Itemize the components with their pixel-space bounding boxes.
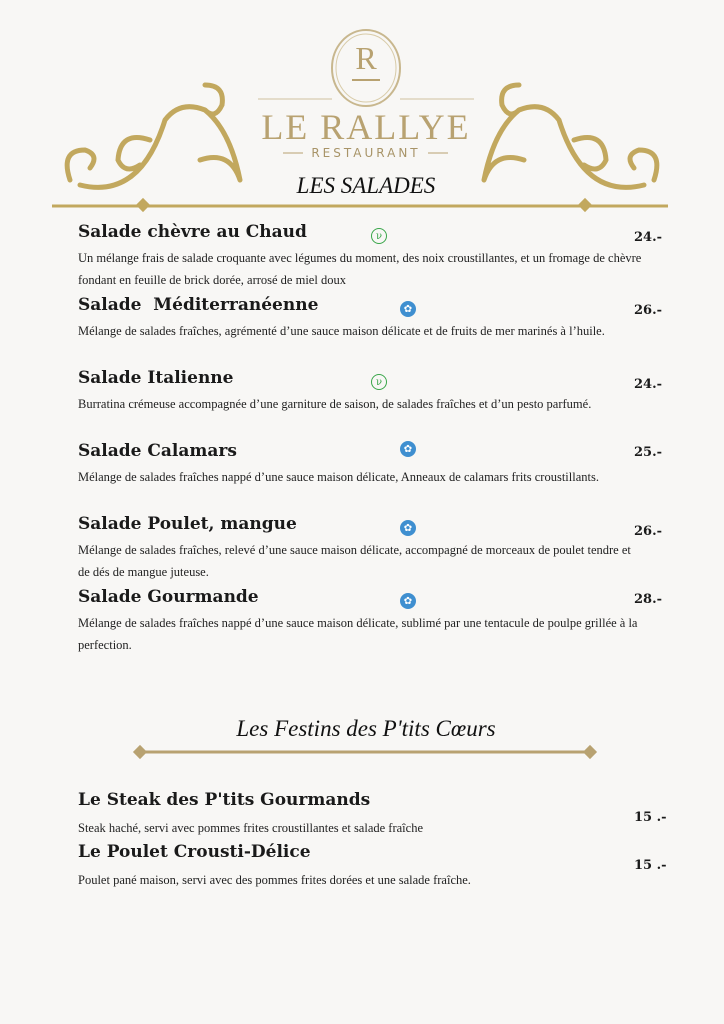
logo-initial: R [355,40,377,76]
item-name: Le Steak des P'tits Gourmands [78,790,371,810]
item-name: Salade Poulet, mangue [78,514,297,534]
item-name: Salade Gourmande [78,587,259,607]
item-description: Burratina crémeuse accompagnée d’une garniture de saison, de salades fraîches et d’un pesto parfumé. [78,397,592,411]
item-price: 26.- [634,524,663,539]
item-price: 24.- [634,377,663,392]
item-price: 25.- [634,445,663,460]
logo-subtitle: RESTAURANT [311,146,421,160]
seafood-icon: ✿ [400,301,416,317]
item-name: Salade Italienne [78,368,234,388]
item-description: Mélange de salades fraîches, agrémenté d’une sauce maison délicate et de fruits de mer marinés à l’huile. [78,324,605,338]
seafood-icon: ✿ [400,593,416,609]
logo-name: LE RALLYE [261,107,471,147]
item-price: 26.- [634,303,663,318]
item-name: Salade Calamars [78,441,237,461]
item-description: Poulet pané maison, servi avec des pommes frites dorées et une salade fraîche. [78,873,471,887]
item-price: 28.- [634,592,663,607]
item-description: Steak haché, servi avec pommes frites croustillantes et salade fraîche [78,821,423,835]
seafood-icon: ✿ [400,520,416,536]
item-description: Mélange de salades fraîches nappé d’une sauce maison délicate, sublimé par une tentacule de poulpe grillée à la perfection. [78,616,638,652]
item-name: Salade chèvre au Chaud [78,222,307,242]
vegetarian-icon: ν [371,374,387,390]
item-price: 15 .- [634,810,667,825]
section-title-salades: LES SALADES [296,173,436,198]
item-name: Le Poulet Crousti-Délice [78,842,311,862]
section-divider [130,744,600,760]
vegetarian-icon: ν [371,228,387,244]
item-price: 15 .- [634,858,667,873]
seafood-icon: ✿ [400,441,416,457]
item-description: Un mélange frais de salade croquante avec légumes du moment, des noix croustillantes, et un fromage de chèvre fondant en feuille de brick dorée, arrosé de miel doux [78,251,642,287]
item-price: 24.- [634,230,663,245]
item-description: Mélange de salades fraîches nappé d’une sauce maison délicate, Anneaux de calamars frits croustillants. [78,470,599,484]
item-name: Salade Méditerranéenne [78,295,319,315]
section-title-kids: Les Festins des P'tits Cœurs [236,716,496,741]
item-description: Mélange de salades fraîches, relevé d’une sauce maison délicate, accompagné de morceaux de poulet tendre et de dés de mangue juteuse. [78,543,631,579]
